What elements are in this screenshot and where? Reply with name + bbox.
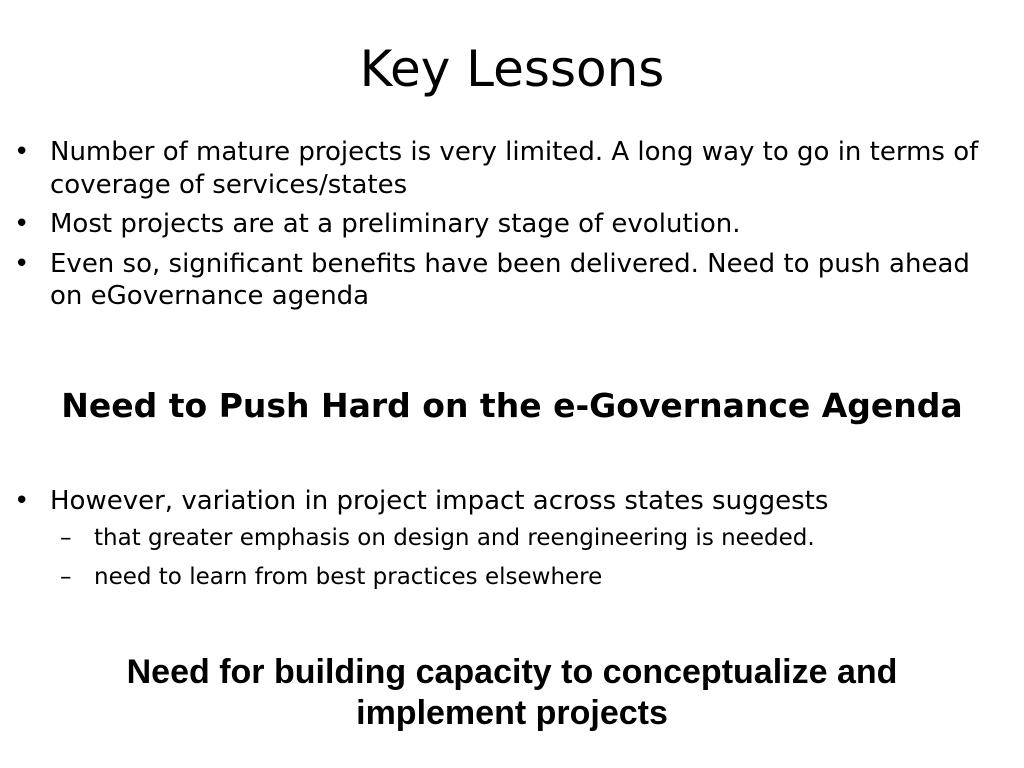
sub-list-item [50,563,1006,592]
dash-icon: – [60,564,72,591]
bullet-text: However, variation in project impact across states suggests [50,486,829,516]
list-item [0,208,1024,241]
list-item [0,248,1024,313]
bullet-text: Even so, significant benefits have been delivered. Need to push ahead on eGovernance agenda [50,248,970,311]
sub-bullet-text: need to learn from best practices elsewhere [94,564,603,591]
sub-bullet-list [50,524,1006,593]
callout-heading: Need to Push Hard on the e-Governance Agenda [61,386,963,425]
slide-title: Key Lessons [359,40,665,98]
bullet-icon: • [14,137,30,167]
bullet-icon: • [14,209,30,239]
sub-bullet-text: that greater emphasis on design and reengineering is needed. [94,524,815,551]
bottom-bullet-list [0,485,1024,603]
list-item [0,136,1024,201]
bullet-icon: • [14,248,30,279]
top-bullet-list [0,136,1024,320]
callout-conclusion: Need for building capacity to conceptualize and implement projects [126,653,898,732]
dash-icon: – [60,524,72,551]
bullet-icon: • [14,486,30,516]
list-item [0,485,1024,592]
bullet-text: Most projects are at a preliminary stage of evolution. [50,209,741,239]
bullet-text: Number of mature projects is very limited. A long way to go in terms of coverage of services/states [50,137,979,200]
sub-list-item [50,524,1006,553]
